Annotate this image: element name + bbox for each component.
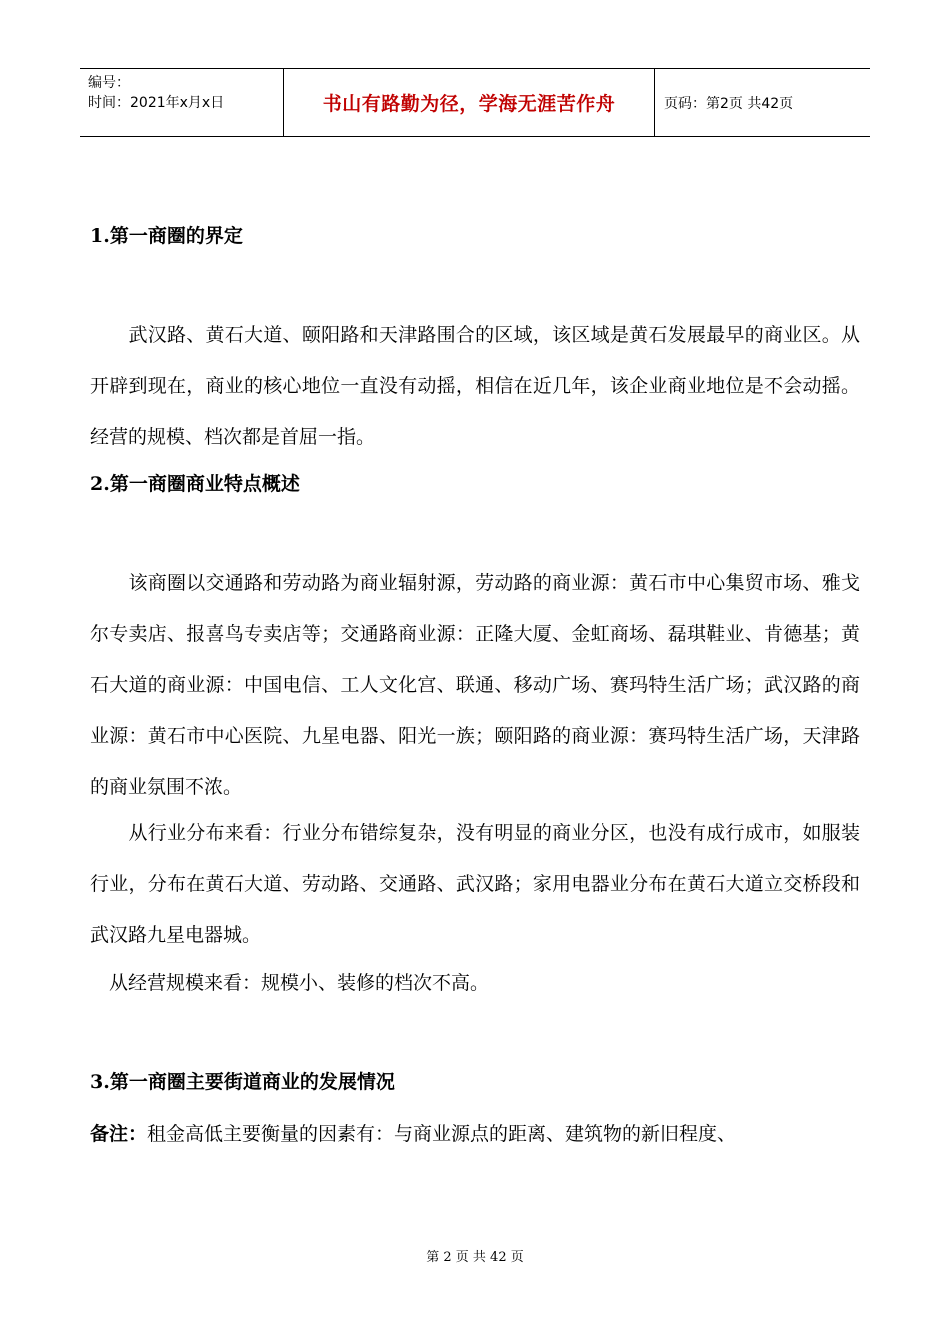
section-2-paragraph-1: 该商圈以交通路和劳动路为商业辐射源，劳动路的商业源：黄石市中心集贸市场、雅戈尔专卖店、报喜鸟专卖店等；交通路商业源：正隆大厦、金虹商场、磊琪鞋业、肯德基；黄石大道的商业源：中国电信、工人文化宫、联通、移动广场、赛玛特生活广场；武汉路的商业源：黄石市中心医院、九星电器、阳光一族；颐阳路的商业源：赛玛特生活广场，天津路的商业氛围不浓。	[90, 572, 860, 798]
page-header	[80, 68, 870, 137]
document-date: 时间：2021年x月x日	[88, 95, 225, 111]
document-number-label: 编号：	[88, 75, 130, 91]
page-footer: 第 2 页 共 42 页	[426, 1250, 524, 1265]
header-motto: 书山有路勤为径，学海无涯苦作舟	[322, 93, 616, 115]
note-text: 租金高低主要衡量的因素有：与商业源点的距离、建筑物的新旧程度、	[147, 1123, 737, 1145]
section-3-note	[90, 1120, 736, 1148]
section-2-heading: 2.第一商圈商业特点概述	[90, 473, 300, 495]
note-label: 备注：	[90, 1123, 148, 1145]
section-3-heading: 3.第一商圈主要街道商业的发展情况	[90, 1071, 395, 1093]
header-meta	[80, 69, 283, 136]
header-page-info: 页码：第2页 共42页	[664, 95, 794, 112]
section-2-paragraph-3: 从经营规模来看：规模小、装修的档次不高。	[90, 972, 490, 994]
section-1-paragraph: 武汉路、黄石大道、颐阳路和天津路围合的区域，该区域是黄石发展最早的商业区。从开辟到现在，商业的核心地位一直没有动摇，相信在近几年，该企业商业地位是不会动摇。经营的规模、档次都是首屈一指。	[90, 324, 860, 448]
section-1-heading: 1.第一商圈的界定	[90, 225, 243, 247]
header-motto-cell	[283, 69, 655, 136]
section-2-paragraph-2: 从行业分布来看：行业分布错综复杂，没有明显的商业分区，也没有成行成市，如服装行业，分布在黄石大道、劳动路、交通路、武汉路；家用电器业分布在黄石大道立交桥段和武汉路九星电器城。	[90, 822, 860, 946]
